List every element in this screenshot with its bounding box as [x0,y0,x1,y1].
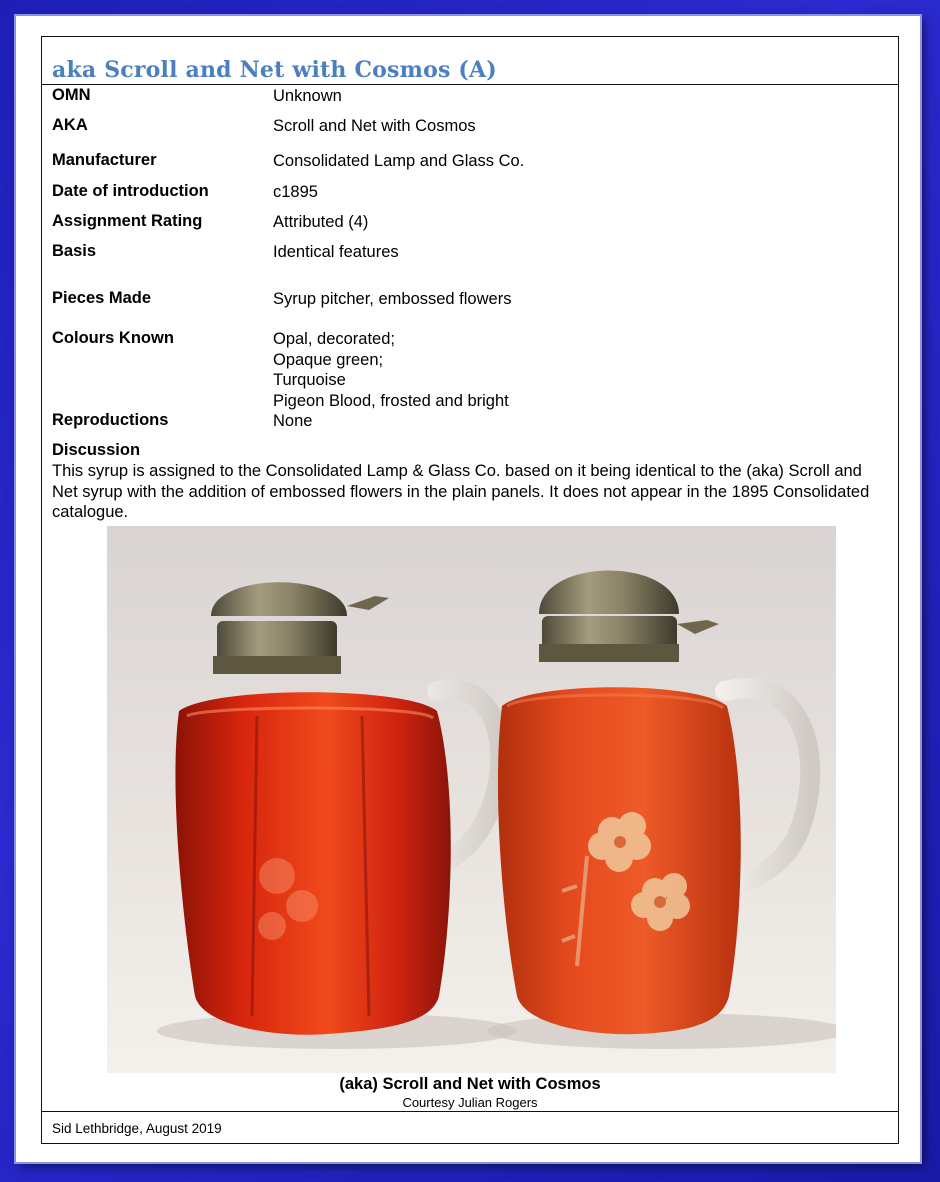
colour-line: Opal, decorated; [273,330,395,348]
field-value: Unknown [273,87,342,105]
document-page [41,36,899,1144]
field-value: Consolidated Lamp and Glass Co. [273,152,525,170]
footer-author: Sid Lethbridge, August 2019 [52,1121,222,1136]
field-label: AKA [52,116,88,134]
field-value: c1895 [273,183,318,201]
discussion-text: This syrup is assigned to the Consolidated Lamp & Glass Co. based on it being identical to the (aka) Scroll and Net syrup with the addition of embossed flowers in the plain panels. It does not appear in the 1895 Consolidated catalogue. [52,462,870,521]
field-label: Pieces Made [52,289,152,307]
photo-credit: Courtesy Julian Rogers [402,1095,538,1110]
field-label: Manufacturer [52,151,157,169]
colour-line: Turquoise [273,371,346,389]
discussion-heading: Discussion [52,441,141,459]
field-value: Attributed (4) [273,213,369,231]
field-label: OMN [52,86,91,104]
photo-caption: (aka) Scroll and Net with Cosmos [339,1075,601,1093]
field-value: None [273,412,313,430]
field-value: Syrup pitcher, embossed flowers [273,290,512,308]
title-divider [42,84,898,85]
field-label: Colours Known [52,329,174,347]
syrup-pitchers-photo [107,526,836,1073]
field-value: Scroll and Net with Cosmos [273,117,476,135]
field-value [273,329,873,411]
colour-line: Pigeon Blood, frosted and bright [273,391,509,410]
field-label: Assignment Rating [52,212,203,230]
field-value: Identical features [273,243,399,261]
page-title: aka Scroll and Net with Cosmos (A) [52,57,497,83]
field-label: Reproductions [52,411,169,429]
field-label: Basis [52,242,97,260]
colour-line: Opaque green; [273,350,384,369]
page-frame-inner [16,16,920,1162]
footer-divider [42,1111,898,1112]
field-label: Date of introduction [52,182,209,200]
